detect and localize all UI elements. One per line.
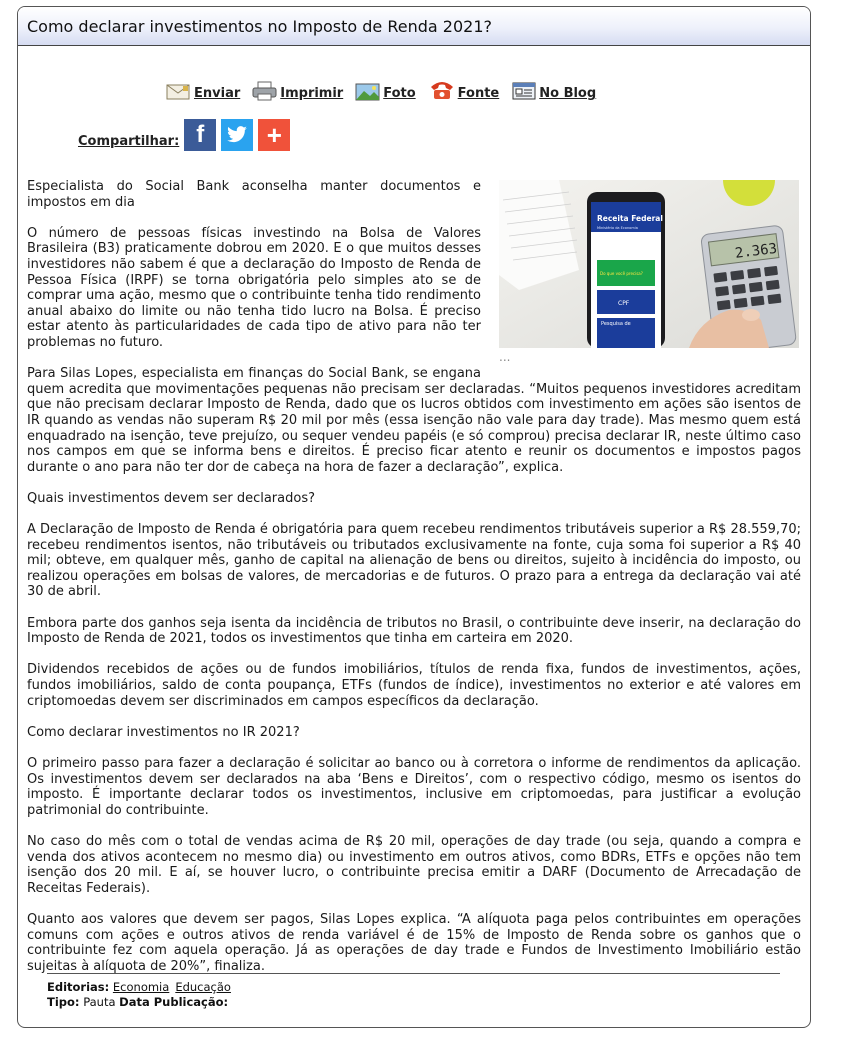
facebook-icon: f (196, 121, 205, 148)
twitter-share-button[interactable] (221, 119, 253, 151)
page-title: Como declarar investimentos no Imposto de Renda 2021? (27, 16, 492, 36)
article-card (17, 6, 811, 1028)
editorias-row (47, 980, 780, 995)
paragraph: Embora parte dos ganhos seja isenta da incidência de tributos no Brasil, o contribuinte deve inserir, na declaração do Imposto de Renda de 2021, todos os investimentos que tinha em carteira em 2020. (27, 615, 801, 647)
tipo-value: Pauta (83, 995, 116, 1009)
paragraph: O número de pessoas físicas investindo na Bolsa de Valores Brasileira (B3) praticamente dobrou em 2020. E o que muitos desses investidores não sabem é que a declaração do Imposto de Renda de Pessoa Física (IRPF) se torna obrigatória pelo simples ato se de comprar uma ação, mesmo que o contribuinte tenha tido rendimento anual abaixo do limite ou não tenha tido lucro na Bolsa. É preciso estar atento às particularidades de cada tipo de ativo para não ter problemas no futuro. (27, 225, 481, 350)
plus-icon: + (266, 120, 282, 150)
source-button[interactable] (428, 79, 500, 101)
photo-button[interactable] (355, 79, 415, 101)
paragraph: Dividendos recebidos de ações ou de fundos imobiliários, títulos de renda fixa, fundos de investimentos, ações, fundos imobiliários, saldo de conta poupança, ETFs (fundos de índice), investimentos no exterior e até valores em criptomoedas devem ser discriminados em campos específicos da declaração. (27, 662, 801, 709)
tipo-label: Tipo: (47, 995, 80, 1009)
paragraph: O primeiro passo para fazer a declaração é solicitar ao banco ou à corretora o informe de rendimentos da aplicação. Os investimentos devem ser declarados na aba ‘Bens e Direitos’, com o respectivo código, mesmo os isentos do imposto. É importante declarar todos os investimentos, inclusive em criptomoedas, para justificar a evolução patrimonial do contribuinte. (27, 755, 801, 818)
twitter-icon (226, 126, 248, 144)
source-label: Fonte (457, 86, 500, 101)
send-label: Enviar (194, 86, 241, 101)
print-icon (252, 81, 278, 101)
tipo-row (47, 995, 780, 1010)
calc-display: 2.363 (734, 240, 778, 262)
share-bar (78, 119, 290, 151)
blog-label: No Blog (539, 86, 597, 101)
phone-btn1: Do que você precisa? (600, 271, 643, 276)
article-meta (47, 973, 780, 1010)
title-bar (18, 7, 810, 46)
article-toolbar (166, 79, 596, 101)
paragraph: A Declaração de Imposto de Renda é obrigatória para quem recebeu rendimentos tributáveis superior a R$ 28.559,70; recebeu rendimentos isentos, não tributáveis ou tributados exclusivamente na fonte, cuja soma foi superior a R$ 40 mil; obteve, em qualquer mês, ganho de capital na alienação de bens ou direitos, sujeito à incidência do imposto, ou realizou operações em bolsas de valores, de mercadorias e de futuros. O prazo para a entrega da declaração vai até 30 de abril. (27, 522, 801, 600)
facebook-share-button[interactable] (184, 119, 216, 151)
paragraph: Quanto aos valores que devem ser pagos, Silas Lopes explica. “A alíquota paga pelos contribuintes em operações comuns com ações e outros ativos de renda variável é de 15% de Imposto de Renda sobre os ganhos que o contribuinte fez com aquela operação. Já as operações de day trade e Fundos de Investimento Imobiliário estão sujeitas à alíquota de 20%”, finaliza. (27, 911, 801, 974)
photo-label: Foto (383, 86, 416, 101)
phone-btn3: Pesquisa de (601, 321, 631, 327)
paragraph-lead: Especialista do Social Bank aconselha manter documentos e impostos em dia (27, 179, 481, 210)
paragraph: No caso do mês com o total de vendas acima de R$ 20 mil, operações de day trade (ou seja, quando a compra e venda dos ativos acontecem no mesmo dia) ou investimento em outros ativos, como BDRs, ETFs e opções não tem isenção dos 20 mil. E aí, se houver lucro, o contribuinte precisa emitir a DARF (Documento de Arrecadação de Receitas Federais). (27, 833, 801, 896)
phone-btn2: CPF (618, 300, 630, 307)
subheading: Como declarar investimentos no IR 2021? (27, 724, 300, 740)
paragraph: Para Silas Lopes, especialista em finanças do Social Bank, se engana quem acredita que movimentações pequenas não precisam ser declaradas. “Muitos pequenos investidores acreditam que não precisam declarar Imposto de Renda, dado que os lucros obtidos com investimento em ações são isentos de IR quando as vendas não superam R$ 20 mil por mês (essa isenção não vale para day trade). Mas mesmo quem está enquadrado na isenção, teve prejuízo, ou sequer vendeu papéis (e só comprou) precisa declarar IR, neste último caso nos campos em que se informa bens e direitos. É preciso ficar atento e reunir os documentos e impostos pagos durante o ano para não ter dor de cabeça na hora de fazer a declaração”, explica. (27, 366, 801, 475)
blog-icon (511, 81, 537, 101)
phone-icon (428, 79, 456, 101)
phone-subtitle: Ministério da Economia (597, 226, 638, 230)
print-button[interactable] (252, 79, 343, 101)
photo-icon (355, 83, 381, 101)
share-label: Compartilhar: (78, 134, 180, 149)
image-ellipsis: ... (499, 350, 511, 364)
more-share-button[interactable] (258, 119, 290, 151)
send-button[interactable] (166, 79, 240, 101)
article-figure (499, 180, 799, 364)
send-icon (166, 83, 192, 101)
blog-button[interactable] (511, 79, 596, 101)
editorias-label: Editorias: (47, 980, 110, 994)
editoria-link[interactable]: Educação (175, 980, 231, 994)
phone-header: Receita Federal (597, 214, 663, 223)
subheading: Quais investimentos devem ser declarados? (27, 490, 315, 506)
print-label: Imprimir (280, 86, 344, 101)
data-publicacao-label: Data Publicação: (119, 995, 229, 1009)
editoria-link[interactable]: Economia (112, 980, 170, 994)
article-photo (499, 180, 799, 348)
article-body (27, 179, 801, 990)
